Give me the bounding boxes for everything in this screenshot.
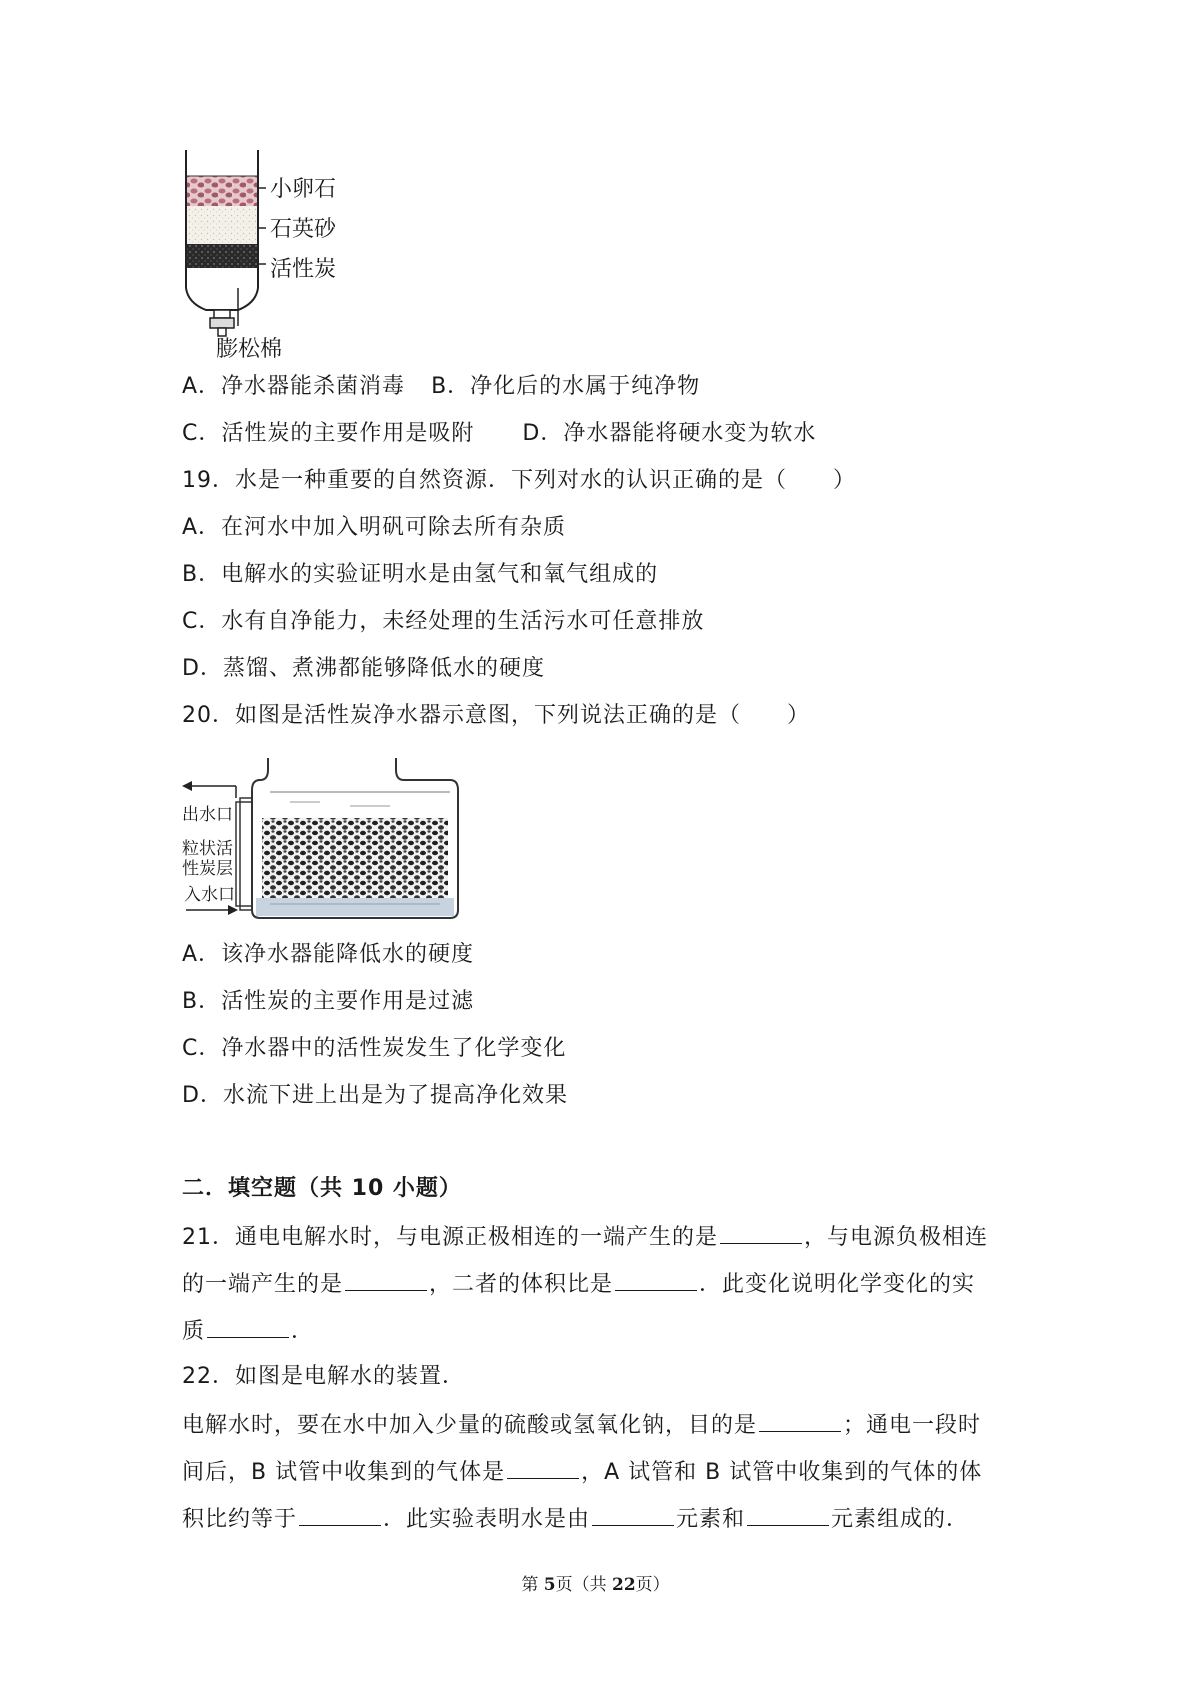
q22-stem: 22．如图是电解水的装置． [182, 1364, 465, 1389]
q18-options-ab [182, 372, 700, 402]
footer-pre: 第 [521, 1575, 544, 1595]
q22-text-3: 间后，B 试管中收集到的气体是 [182, 1460, 506, 1485]
label-activated-carbon: 活性炭 [270, 257, 337, 282]
q21-text-3: 的一端产生的是 [182, 1272, 344, 1297]
q22-text-8: 元素组成的． [831, 1507, 970, 1532]
q18-option-d: D．净水器能将硬水变为软水 [522, 421, 817, 446]
q22-text-2: ；通电一段时 [843, 1413, 982, 1438]
carbon-purifier-diagram [180, 750, 480, 930]
q20-stem: 20．如图是活性炭净水器示意图，下列说法正确的是（ ） [182, 703, 810, 728]
q22-text-5: 积比约等于 [182, 1507, 298, 1532]
footer-mid: 页（共 [555, 1575, 612, 1595]
q22-text-6: ．此实验表明水是由 [383, 1507, 591, 1532]
q19-option-d: D．蒸馏、煮沸都能够降低水的硬度 [182, 656, 545, 681]
q18-options-cd [182, 419, 816, 449]
q22-line-1 [182, 1409, 981, 1441]
footer-post: 页） [635, 1575, 670, 1595]
q21-text-1: 21．通电电解水时，与电源正极相连的一端产生的是 [182, 1225, 718, 1250]
q21-line-3 [182, 1315, 314, 1347]
q20-option-a: A．该净水器能降低水的硬度 [182, 942, 475, 967]
q21-text-5: ．此变化说明化学变化的实 [699, 1272, 976, 1297]
q21-line-2 [182, 1268, 975, 1300]
q21-text-6: 质 [182, 1319, 206, 1344]
q20-option-c: C．净水器中的活性炭发生了化学变化 [182, 1036, 567, 1061]
label-outlet: 出水口 [182, 805, 233, 825]
q22-text-1: 电解水时，要在水中加入少量的硫酸或氢氧化钠，目的是 [182, 1413, 758, 1438]
answer-blank[interactable] [207, 1315, 289, 1338]
q21-text-4: ，二者的体积比是 [429, 1272, 614, 1297]
q22-text-7: 元素和 [676, 1507, 746, 1532]
answer-blank[interactable] [615, 1268, 697, 1291]
q22-line-2 [182, 1456, 982, 1488]
q19-stem: 19．水是一种重要的自然资源．下列对水的认识正确的是（ ） [182, 468, 856, 493]
q18-option-b: B．净化后的水属于纯净物 [431, 374, 701, 399]
q18-option-a: A．净水器能杀菌消毒 [182, 374, 406, 399]
q20-option-d: D．水流下进上出是为了提高净化效果 [182, 1083, 568, 1108]
label-cotton: 膨松棉 [216, 337, 283, 362]
q21-text-7: ． [291, 1319, 315, 1344]
q21-text-2: ，与电源负极相连 [804, 1225, 989, 1250]
q20-option-b: B．活性炭的主要作用是过滤 [182, 989, 475, 1014]
answer-blank[interactable] [299, 1503, 381, 1526]
q18-option-c: C．活性炭的主要作用是吸附 [182, 421, 475, 446]
label-carbon-layer-1: 粒状活 [182, 839, 233, 859]
q22-text-4: ，A 试管和 B 试管中收集到的气体的体 [581, 1460, 983, 1485]
q19-option-b: B．电解水的实验证明水是由氢气和氧气组成的 [182, 562, 659, 587]
answer-blank[interactable] [759, 1409, 841, 1432]
label-inlet: 入水口 [184, 885, 235, 905]
q22-line-3 [182, 1503, 969, 1535]
q19-option-a: A．在河水中加入明矾可除去所有杂质 [182, 515, 567, 540]
answer-blank[interactable] [507, 1456, 579, 1479]
answer-blank[interactable] [592, 1503, 674, 1526]
label-carbon-layer-2: 性炭层 [182, 859, 233, 879]
footer-page-number: 5 [543, 1575, 556, 1595]
answer-blank[interactable] [747, 1503, 829, 1526]
label-quartz-sand: 石英砂 [270, 217, 337, 242]
section-title-fill-blank: 二．填空题（共 10 小题） [182, 1176, 462, 1201]
q19-option-c: C．水有自净能力，未经处理的生活污水可任意排放 [182, 609, 705, 634]
label-pebbles: 小卵石 [270, 177, 337, 202]
answer-blank[interactable] [345, 1268, 427, 1291]
footer-total-pages: 22 [611, 1575, 636, 1595]
purifier-column-diagram [176, 148, 376, 368]
q21-line-1 [182, 1221, 988, 1253]
page-footer [0, 1570, 1191, 1595]
answer-blank[interactable] [720, 1221, 802, 1244]
